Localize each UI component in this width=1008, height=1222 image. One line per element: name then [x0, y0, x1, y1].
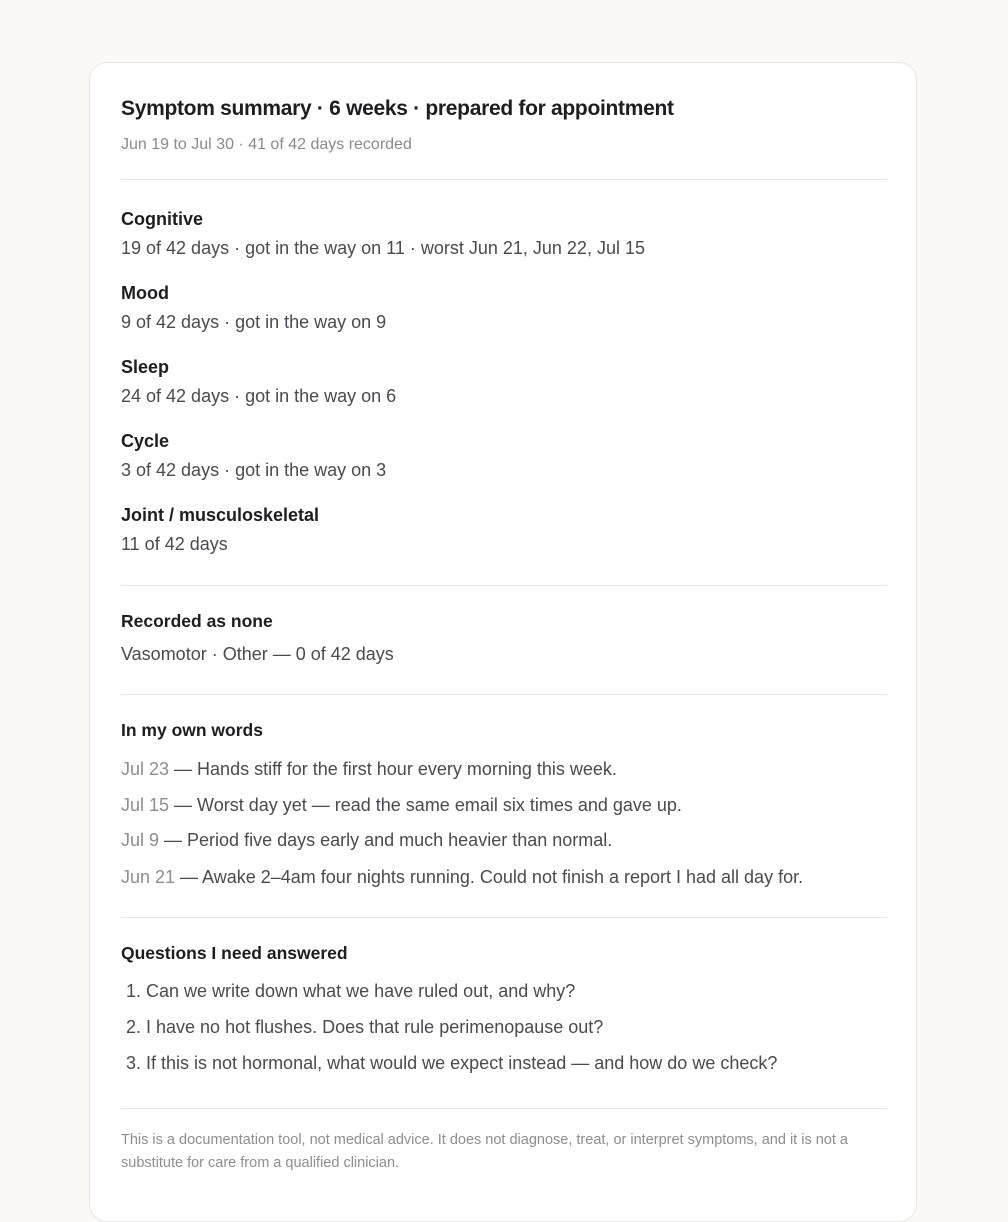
category-detail: 11 of 42 days [121, 534, 228, 554]
note-text: — Hands stiff for the first hour every morning this week. [169, 759, 617, 779]
note-date: Jul 9 [121, 830, 160, 850]
divider [121, 179, 887, 180]
category-detail: 19 of 42 days · got in the way on 11 · worst Jun 21, Jun 22, Jul 15 [121, 238, 645, 258]
category-name: Cognitive [121, 209, 204, 229]
date-range-subtitle: Jun 19 to Jul 30 · 41 of 42 days recorded [121, 136, 412, 153]
category-name: Mood [121, 283, 169, 303]
category-detail: 24 of 42 days · got in the way on 6 [121, 386, 397, 406]
category-name: Joint / musculoskeletal [121, 505, 320, 525]
disclaimer: This is a documentation tool, not medical advice. It does not diagnose, treat, or interpret symptoms, and it is not a substitute for care from a qualified clinician. [121, 1132, 848, 1171]
note-date: Jul 23 [121, 759, 170, 779]
category-detail: 3 of 42 days · got in the way on 3 [121, 460, 387, 480]
divider [121, 1108, 887, 1109]
note-text: — Worst day yet — read the same email six times and gave up. [169, 795, 682, 815]
question-item: 1. Can we write down what we have ruled out, and why? [126, 981, 576, 1001]
note-item [121, 830, 612, 851]
questions-heading: Questions I need answered [121, 943, 348, 963]
own-words-heading: In my own words [121, 720, 263, 740]
note-item [121, 795, 682, 816]
note-item [121, 867, 803, 888]
summary-card [89, 62, 917, 1222]
note-date: Jun 21 [121, 867, 176, 887]
category-detail: 9 of 42 days · got in the way on 9 [121, 312, 387, 332]
note-text: — Period five days early and much heavier than normal. [159, 830, 613, 850]
category-name: Sleep [121, 357, 170, 377]
note-item [121, 759, 617, 780]
question-item: 3. If this is not hormonal, what would we expect instead — and how do we check? [126, 1053, 778, 1073]
question-item: 2. I have no hot flushes. Does that rule perimenopause out? [126, 1017, 604, 1037]
page-title: Symptom summary · 6 weeks · prepared for appointment [121, 97, 674, 120]
recorded-none-heading: Recorded as none [121, 611, 273, 631]
recorded-none-text: Vasomotor · Other — 0 of 42 days [121, 644, 394, 664]
note-date: Jul 15 [121, 795, 170, 815]
category-name: Cycle [121, 431, 170, 451]
divider [121, 694, 887, 695]
divider [121, 917, 887, 918]
note-text: — Awake 2–4am four nights running. Could not finish a report I had all day for. [175, 867, 804, 887]
divider [121, 585, 887, 586]
